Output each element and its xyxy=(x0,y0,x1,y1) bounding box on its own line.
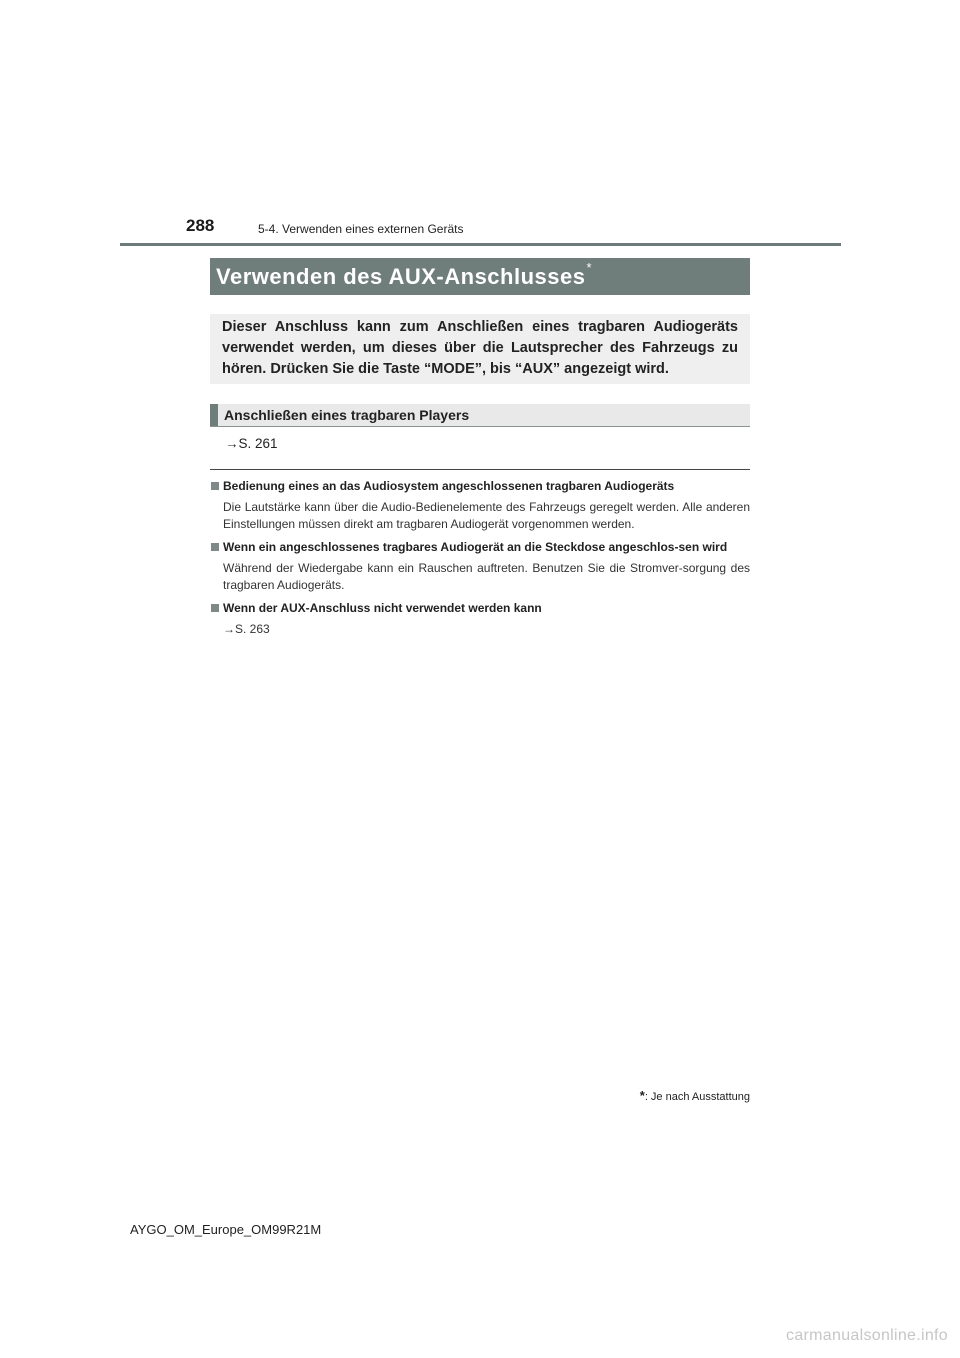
note-heading-text: Wenn der AUX-Anschluss nicht verwendet werden kann xyxy=(223,601,542,615)
note-heading xyxy=(210,600,750,617)
square-bullet-icon xyxy=(211,482,219,490)
note-item xyxy=(210,600,750,638)
subsection-heading xyxy=(210,404,750,427)
note-heading xyxy=(210,478,750,495)
footnote-star-marker: * xyxy=(639,1088,645,1103)
note-item xyxy=(210,478,750,533)
subsection-heading-label: Anschließen eines tragbaren Players xyxy=(224,407,470,423)
square-bullet-icon xyxy=(211,543,219,551)
footnote xyxy=(640,1088,750,1103)
header-rule xyxy=(120,243,841,246)
page-reference-link[interactable]: →S. 261 xyxy=(225,436,278,451)
note-heading-text: Bedienung eines an das Audiosystem angeschlossenen tragbaren Audiogeräts xyxy=(223,479,675,493)
footnote-text: : Je nach Ausstattung xyxy=(644,1091,750,1103)
note-body-page-reference[interactable]: →S. 263 xyxy=(223,622,270,636)
subsection-accent xyxy=(210,404,218,426)
note-body: Während der Wiedergabe kann ein Rauschen auftreten. Benutzen Sie die Stromver-sorgung des tragbaren Audiogeräts. xyxy=(223,561,750,592)
section-title: Verwenden des AUX-Anschlusses xyxy=(216,264,586,289)
watermark: carmanualsonline.info xyxy=(786,1327,948,1344)
note-item xyxy=(210,539,750,594)
notes-divider xyxy=(210,469,750,470)
square-bullet-icon xyxy=(211,604,219,612)
note-body: Die Lautstärke kann über die Audio-Bedienelemente des Fahrzeugs geregelt werden. Alle anderen Einstellungen müssen direkt am tragbaren Audiogerät vorgenommen werden. xyxy=(223,500,750,531)
notes-section xyxy=(210,478,750,644)
page-number: 288 xyxy=(186,216,215,235)
document-code: AYGO_OM_Europe_OM99R21M xyxy=(130,1222,322,1237)
note-heading-text: Wenn ein angeschlossenes tragbares Audiogerät an die Steckdose angeschlos-sen wird xyxy=(223,540,728,554)
section-title-bar xyxy=(210,258,750,295)
section-path: 5-4. Verwenden eines externen Geräts xyxy=(258,222,464,236)
intro-box: Dieser Anschluss kann zum Anschließen eines tragbaren Audiogeräts verwendet werden, um dieses über die Lautsprecher des Fahrzeugs zu hören. Drücken Sie die Taste “MODE”, bis “AUX” angezeigt wird. xyxy=(210,314,750,384)
note-heading xyxy=(210,539,750,556)
equipment-star-marker: * xyxy=(586,260,593,275)
